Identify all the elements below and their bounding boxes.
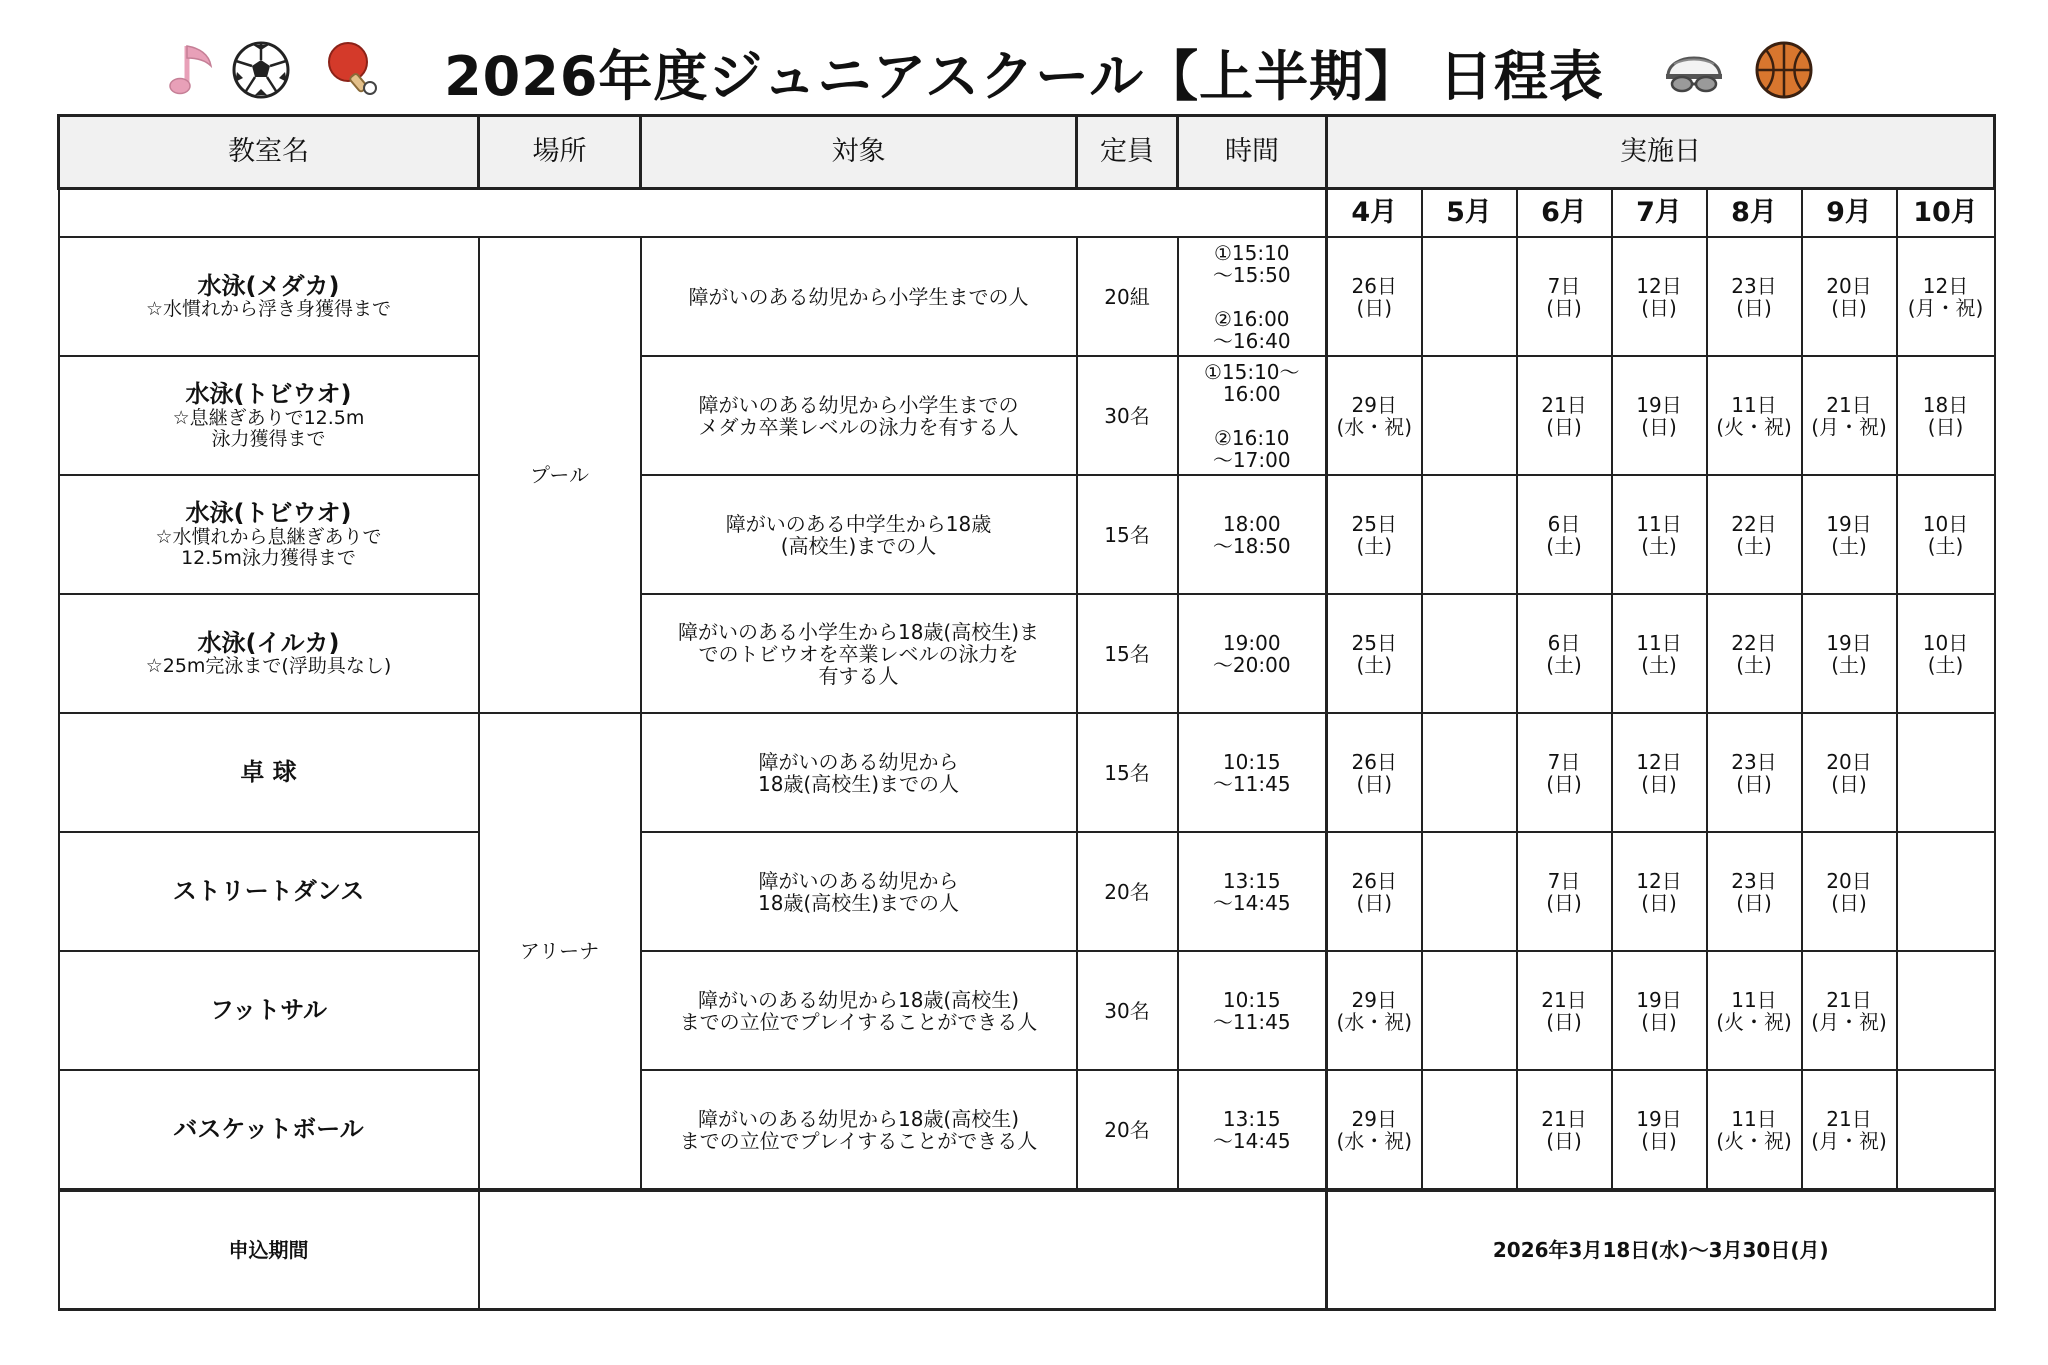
class-name-cell	[59, 356, 479, 475]
month-row	[59, 189, 1995, 238]
target-cell: 障がいのある幼児から18歳(高校生) までの立位でプレイすることができる人	[641, 1070, 1077, 1190]
class-note: ☆息継ぎありで12.5m 泳力獲得まで	[172, 406, 365, 450]
capacity-cell: 20組	[1077, 237, 1178, 356]
class-name: 卓 球	[240, 758, 297, 787]
header-class-name: 教室名	[59, 116, 479, 189]
class-name: フットサル	[209, 996, 328, 1025]
ping-pong-paddle-icon	[318, 38, 382, 102]
date-cell: 20日 (日)	[1802, 832, 1897, 951]
class-name-cell	[59, 237, 479, 356]
time-cell: 13:15 ～14:45	[1178, 832, 1327, 951]
time-cell: 13:15 ～14:45	[1178, 1070, 1327, 1190]
date-cell: 21日 (月・祝)	[1802, 1070, 1897, 1190]
date-cell: 20日 (日)	[1802, 237, 1897, 356]
class-name-cell	[59, 832, 479, 951]
capacity-cell: 15名	[1077, 475, 1178, 594]
table-row	[59, 1070, 1995, 1190]
table-row	[59, 475, 1995, 594]
month-header: 4月	[1327, 189, 1422, 238]
date-cell: 7日 (日)	[1517, 237, 1612, 356]
application-blank	[479, 1190, 1327, 1310]
date-cell: 19日 (日)	[1612, 356, 1707, 475]
date-cell: 21日 (日)	[1517, 356, 1612, 475]
date-cell: 26日 (日)	[1327, 713, 1422, 832]
date-cell: 23日 (日)	[1707, 713, 1802, 832]
date-cell: 19日 (土)	[1802, 594, 1897, 713]
class-note: ☆水慣れから浮き身獲得まで	[145, 298, 392, 321]
table-row	[59, 237, 1995, 356]
page-title: 2026年度ジュニアスクール【上半期】 日程表	[444, 45, 1604, 108]
class-name: 水泳(トビウオ)	[185, 499, 352, 528]
table-row	[59, 713, 1995, 832]
header-time: 時間	[1178, 116, 1327, 189]
time-cell: ①15:10～ 16:00 ②16:10 ～17:00	[1178, 356, 1327, 475]
date-cell: 7日 (日)	[1517, 832, 1612, 951]
capacity-cell: 20名	[1077, 832, 1178, 951]
time-cell: 10:15 ～11:45	[1178, 951, 1327, 1070]
class-name: バスケットボール	[173, 1115, 364, 1144]
capacity-cell: 30名	[1077, 356, 1178, 475]
class-name: 水泳(イルカ)	[197, 628, 340, 657]
table-row	[59, 951, 1995, 1070]
date-cell	[1422, 475, 1517, 594]
table-row	[59, 594, 1995, 713]
date-cell: 11日 (土)	[1612, 475, 1707, 594]
header-place: 場所	[479, 116, 641, 189]
time-cell: 18:00 ～18:50	[1178, 475, 1327, 594]
soccer-ball-icon	[229, 38, 293, 102]
schedule-table	[57, 114, 1996, 1311]
target-cell: 障がいのある幼児から小学生までの人	[641, 237, 1077, 356]
target-cell: 障がいのある幼児から18歳(高校生) までの立位でプレイすることができる人	[641, 951, 1077, 1070]
application-row	[59, 1190, 1995, 1310]
date-cell	[1422, 237, 1517, 356]
date-cell: 11日 (火・祝)	[1707, 1070, 1802, 1190]
target-cell: 障がいのある幼児から小学生までの メダカ卒業レベルの泳力を有する人	[641, 356, 1077, 475]
date-cell: 25日 (土)	[1327, 475, 1422, 594]
month-header: 7月	[1612, 189, 1707, 238]
header-capacity: 定員	[1077, 116, 1178, 189]
capacity-cell: 20名	[1077, 1070, 1178, 1190]
time-cell: ①15:10 ～15:50 ②16:00 ～16:40	[1178, 237, 1327, 356]
date-cell: 10日 (土)	[1897, 475, 1995, 594]
date-cell: 19日 (土)	[1802, 475, 1897, 594]
date-cell: 29日 (水・祝)	[1327, 951, 1422, 1070]
music-note-icon	[165, 38, 229, 102]
date-cell	[1422, 832, 1517, 951]
date-cell: 11日 (火・祝)	[1707, 951, 1802, 1070]
date-cell: 6日 (土)	[1517, 475, 1612, 594]
date-cell	[1422, 594, 1517, 713]
date-cell	[1422, 713, 1517, 832]
class-name-cell	[59, 951, 479, 1070]
date-cell	[1897, 713, 1995, 832]
date-cell: 25日 (土)	[1327, 594, 1422, 713]
place-arena: アリーナ	[479, 713, 641, 1190]
header-dates: 実施日	[1327, 116, 1995, 189]
date-cell: 26日 (日)	[1327, 832, 1422, 951]
date-cell: 12日 (日)	[1612, 713, 1707, 832]
date-cell	[1897, 832, 1995, 951]
date-cell: 20日 (日)	[1802, 713, 1897, 832]
date-cell: 10日 (土)	[1897, 594, 1995, 713]
target-cell: 障がいのある幼児から 18歳(高校生)までの人	[641, 713, 1077, 832]
date-cell: 19日 (日)	[1612, 951, 1707, 1070]
target-cell: 障がいのある幼児から 18歳(高校生)までの人	[641, 832, 1077, 951]
table-row	[59, 832, 1995, 951]
place-pool: プール	[479, 237, 641, 713]
date-cell: 6日 (土)	[1517, 594, 1612, 713]
month-header: 5月	[1422, 189, 1517, 238]
date-cell: 21日 (月・祝)	[1802, 951, 1897, 1070]
date-cell: 7日 (日)	[1517, 713, 1612, 832]
time-cell: 10:15 ～11:45	[1178, 713, 1327, 832]
capacity-cell: 30名	[1077, 951, 1178, 1070]
date-cell: 12日 (日)	[1612, 237, 1707, 356]
month-header: 9月	[1802, 189, 1897, 238]
target-cell: 障がいのある中学生から18歳 (高校生)までの人	[641, 475, 1077, 594]
date-cell: 29日 (水・祝)	[1327, 1070, 1422, 1190]
capacity-cell: 15名	[1077, 713, 1178, 832]
month-header: 6月	[1517, 189, 1612, 238]
class-note: ☆25m完泳まで(浮助具なし)	[145, 655, 392, 678]
class-name-cell	[59, 475, 479, 594]
date-cell: 21日 (月・祝)	[1802, 356, 1897, 475]
class-name: ストリートダンス	[172, 877, 365, 906]
month-row-blank	[59, 189, 1327, 238]
date-cell	[1422, 356, 1517, 475]
header-row	[59, 116, 1995, 189]
class-note: ☆水慣れから息継ぎありで 12.5m泳力獲得まで	[155, 525, 382, 569]
date-cell: 21日 (日)	[1517, 1070, 1612, 1190]
application-label: 申込期間	[59, 1190, 479, 1310]
capacity-cell: 15名	[1077, 594, 1178, 713]
date-cell: 26日 (日)	[1327, 237, 1422, 356]
date-cell: 11日 (火・祝)	[1707, 356, 1802, 475]
date-cell	[1897, 1070, 1995, 1190]
date-cell: 12日 (月・祝)	[1897, 237, 1995, 356]
date-cell: 29日 (水・祝)	[1327, 356, 1422, 475]
table-row	[59, 356, 1995, 475]
class-name-cell	[59, 1070, 479, 1190]
date-cell: 18日 (日)	[1897, 356, 1995, 475]
class-name: 水泳(メダカ)	[197, 271, 340, 300]
class-name: 水泳(トビウオ)	[185, 380, 352, 409]
date-cell: 23日 (日)	[1707, 832, 1802, 951]
date-cell: 11日 (土)	[1612, 594, 1707, 713]
date-cell: 12日 (日)	[1612, 832, 1707, 951]
month-header: 8月	[1707, 189, 1802, 238]
month-header: 10月	[1897, 189, 1995, 238]
date-cell: 22日 (土)	[1707, 475, 1802, 594]
time-cell: 19:00 ～20:00	[1178, 594, 1327, 713]
class-name-cell	[59, 594, 479, 713]
date-cell	[1897, 951, 1995, 1070]
date-cell: 22日 (土)	[1707, 594, 1802, 713]
date-cell	[1422, 1070, 1517, 1190]
date-cell: 23日 (日)	[1707, 237, 1802, 356]
date-cell	[1422, 951, 1517, 1070]
date-cell: 21日 (日)	[1517, 951, 1612, 1070]
target-cell: 障がいのある小学生から18歳(高校生)ま でのトビウオを卒業レベルの泳力を 有する人	[641, 594, 1077, 713]
class-name-cell	[59, 713, 479, 832]
date-cell: 19日 (日)	[1612, 1070, 1707, 1190]
basketball-icon	[1752, 38, 1816, 102]
swim-cap-goggles-icon	[1662, 38, 1726, 102]
header-target: 対象	[641, 116, 1077, 189]
application-period: 2026年3月18日(水)～3月30日(月)	[1327, 1190, 1995, 1310]
